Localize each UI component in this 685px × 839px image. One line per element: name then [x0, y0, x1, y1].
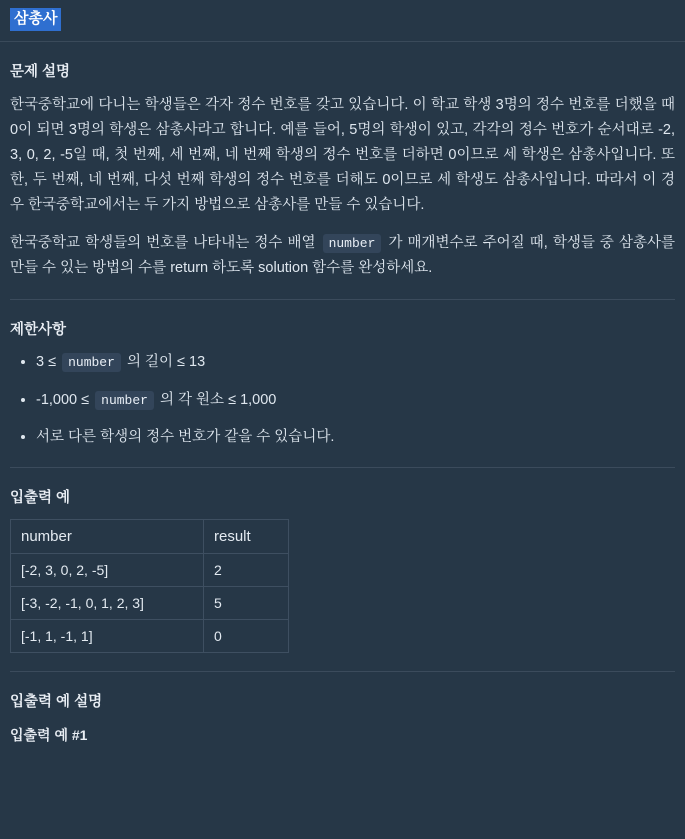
io-explanation-sub-heading-1: 입출력 예 #1 — [10, 726, 88, 743]
divider-3 — [10, 671, 675, 672]
constraint-2-before: -1,000 ≤ — [36, 391, 90, 408]
divider-1 — [10, 299, 675, 300]
page-title: 삼총사 — [10, 8, 61, 31]
content-area — [0, 60, 685, 745]
description-heading: 문제 설명 — [10, 63, 71, 80]
cell-result: 2 — [204, 553, 289, 586]
column-header-number: number — [11, 519, 204, 553]
cell-number: [-1, 1, -1, 1] — [11, 619, 204, 652]
cell-number: [-2, 3, 0, 2, -5] — [11, 553, 204, 586]
constraint-2-after: 의 각 원소 ≤ 1,000 — [159, 391, 277, 408]
io-table-head — [11, 519, 289, 553]
io-example-heading: 입출력 예 — [10, 489, 71, 506]
column-header-result: result — [204, 519, 289, 553]
constraint-2-code: number — [95, 391, 154, 410]
divider-2 — [10, 467, 675, 468]
constraints-heading: 제한사항 — [10, 322, 67, 339]
description-p2-before: 한국중학교 학생들의 번호를 나타내는 정수 배열 — [10, 235, 316, 252]
table-row — [11, 619, 289, 652]
io-example-table — [10, 519, 289, 653]
list-item — [36, 351, 675, 374]
table-row — [11, 553, 289, 586]
description-paragraph-1: 한국중학교에 다니는 학생들은 각자 정수 번호를 갖고 있습니다. 이 학교 학생 3명의 정수 번호를 더했을 때 0이 되면 3명의 학생은 삼총사라고 합니다. 예를 들어, 5명의 학생이 있고, 각각의 정수 번호가 순서대로 -2, 3, 0, 2, -5일 때, 첫 번째, 세 번째, 네 번째 학생의 정수 번호를 더하면 0이므로 세 학생은 삼총사입니다. 또한, 두 번째, 네 번째, 다섯 번째 학생의 정수 번호를 더해도 0이므로 세 학생도 삼총사입니다. 따라서 이 경우 한국중학교에서는 두 가지 방법으로 삼총사를 만들 수 있습니다. — [10, 96, 675, 213]
constraint-1-before: 3 ≤ — [36, 354, 57, 371]
cell-number: [-3, -2, -1, 0, 1, 2, 3] — [11, 586, 204, 619]
table-row — [11, 586, 289, 619]
description-paragraph-2 — [10, 231, 675, 281]
list-item — [36, 426, 675, 449]
param-number-code: number — [323, 234, 382, 253]
io-table-body — [11, 553, 289, 652]
io-explanation-heading: 입출력 예 설명 — [10, 693, 103, 710]
cell-result: 0 — [204, 619, 289, 652]
constraint-3-text: 서로 다른 학생의 정수 번호가 같을 수 있습니다. — [36, 428, 335, 445]
constraints-list — [10, 351, 675, 449]
title-bar — [0, 0, 685, 42]
description-p2-after: 가 매개변수로 주어질 때, 학생들 중 삼총사를 만들 수 있는 방법의 수를 return 하도록 solution 함수를 완성하세요. — [10, 235, 676, 277]
constraint-1-code: number — [62, 353, 121, 372]
list-item — [36, 389, 675, 412]
table-header-row — [11, 519, 289, 553]
constraint-1-after: 의 길이 ≤ 13 — [126, 354, 206, 371]
cell-result: 5 — [204, 586, 289, 619]
